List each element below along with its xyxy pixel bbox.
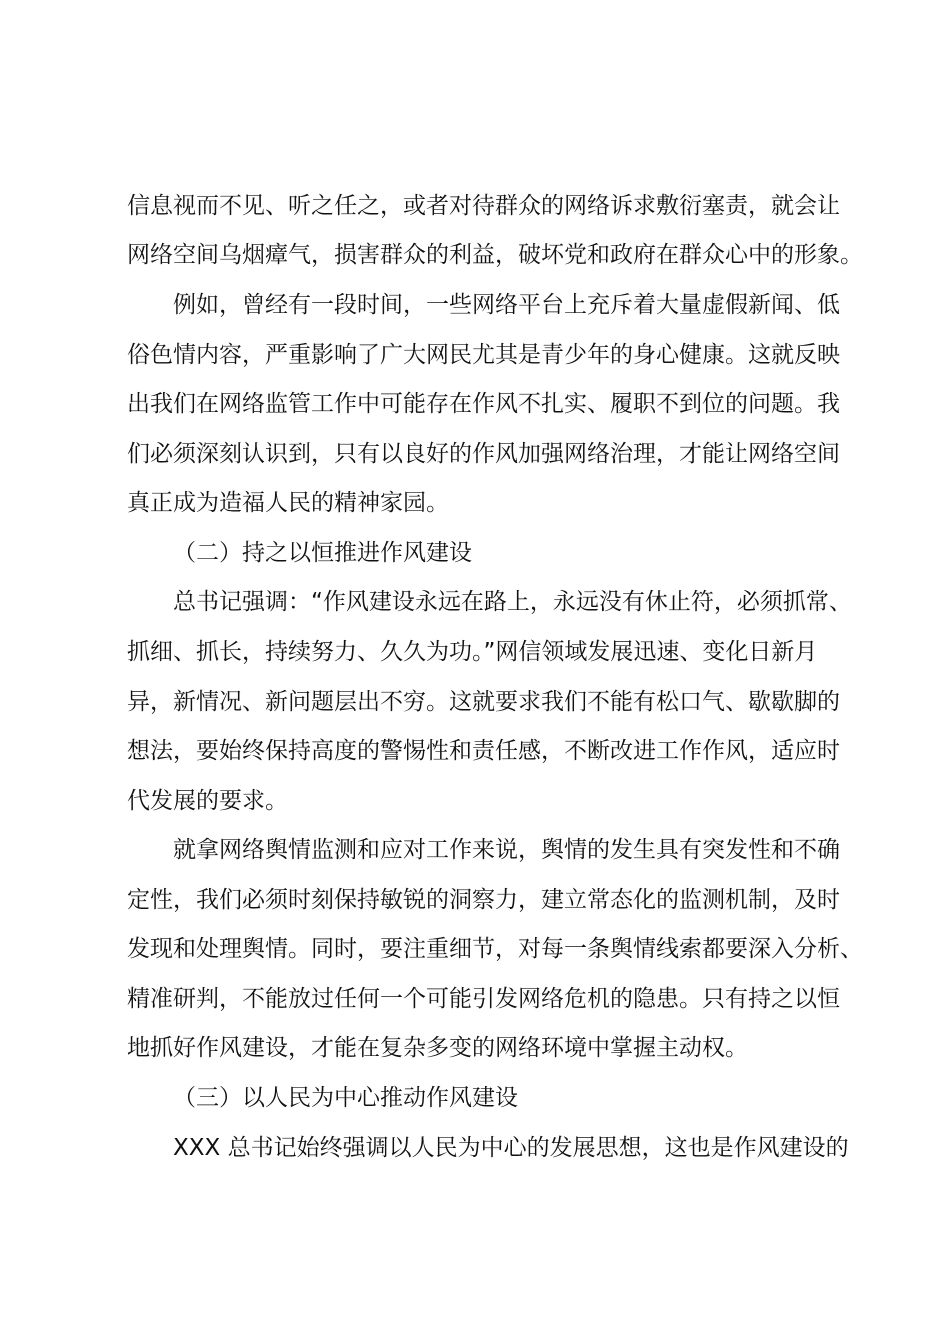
paragraph-line: 代发展的要求。	[127, 788, 288, 814]
paragraph-line: 网络空间乌烟瘴气，损害群众的利益，破坏党和政府在群众心中的形象。	[127, 242, 863, 268]
paragraph-line: 总书记强调：“作风建设永远在路上，永远没有休止符，必须抓常、	[173, 589, 852, 615]
paragraph-line: 定性，我们必须时刻保持敏锐的洞察力，建立常态化的监测机制，及时	[127, 887, 840, 913]
paragraph-line: 们必须深刻认识到，只有以良好的作风加强网络治理，才能让网络空间	[127, 441, 840, 467]
paragraph-line: 信息视而不见、听之任之，或者对待群众的网络诉求敷衍塞责，就会让	[127, 193, 840, 219]
paragraph-line: 俗色情内容，严重影响了广大网民尤其是青少年的身心健康。这就反映	[127, 342, 840, 368]
section-heading: （三）以人民为中心推动作风建设	[173, 1085, 518, 1111]
paragraph-line: 发现和处理舆情。同时，要注重细节，对每一条舆情线索都要深入分析、	[127, 936, 863, 962]
paragraph-line: 异，新情况、新问题层出不穷。这就要求我们不能有松口气、歇歇脚的	[127, 689, 840, 715]
paragraph-line: 抓细、抓长，持续努力、久久为功。”网信领域发展迅速、变化日新月	[127, 639, 818, 665]
paragraph-line: 精准研判，不能放过任何一个可能引发网络危机的隐患。只有持之以恒	[127, 986, 840, 1012]
paragraph-line: 例如，曾经有一段时间，一些网络平台上充斥着大量虚假新闻、低	[173, 292, 840, 318]
paragraph-line: 出我们在网络监管工作中可能存在作风不扎实、履职不到位的问题。我	[127, 391, 840, 417]
paragraph-line: 地抓好作风建设，才能在复杂多变的网络环境中掌握主动权。	[127, 1035, 748, 1061]
paragraph-line: 真正成为造福人民的精神家园。	[127, 490, 449, 516]
paragraph-line: XXX 总书记始终强调以人民为中心的发展思想，这也是作风建设的	[173, 1135, 849, 1161]
paragraph-line: 想法，要始终保持高度的警惕性和责任感，不断改进工作作风，适应时	[127, 738, 840, 764]
paragraph-line: 就拿网络舆情监测和应对工作来说，舆情的发生具有突发性和不确	[173, 837, 840, 863]
section-heading: （二）持之以恒推进作风建设	[173, 540, 472, 566]
